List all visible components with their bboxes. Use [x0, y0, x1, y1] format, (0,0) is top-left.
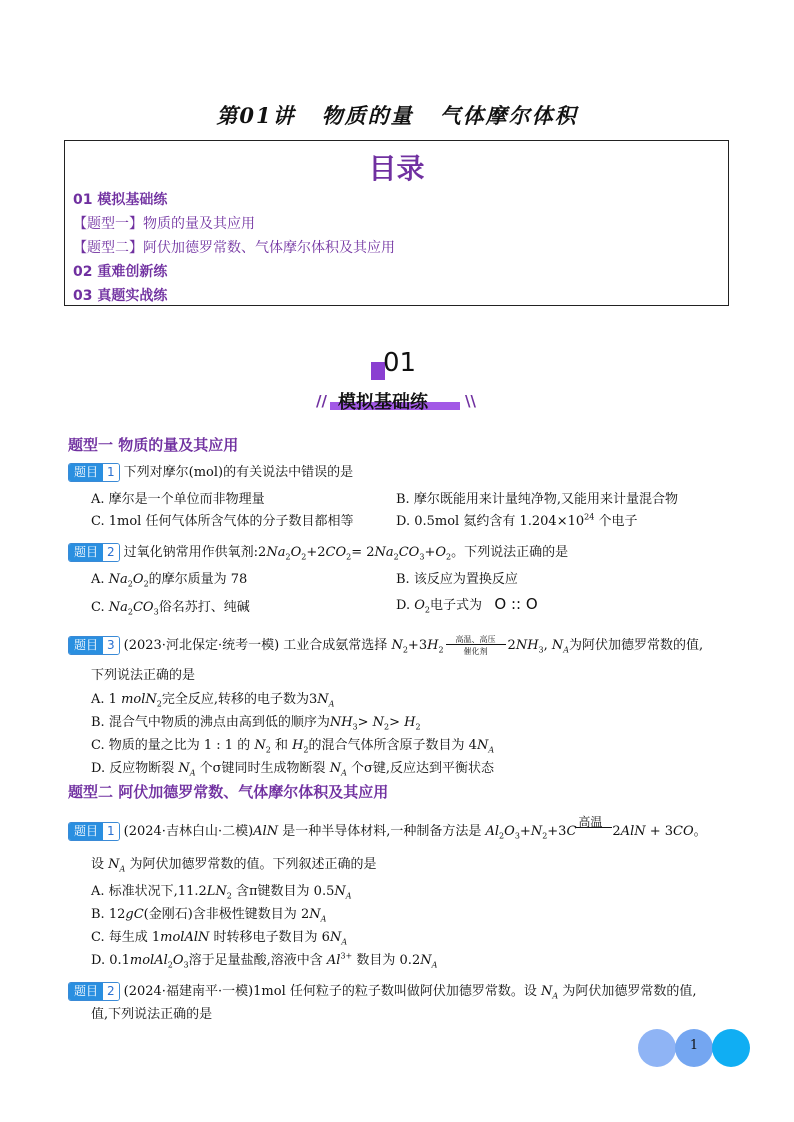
type-heading: 题型一 物质的量及其应用 [68, 436, 239, 454]
question-stem: 题目 1 下列对摩尔(mol)的有关说法中错误的是 [68, 461, 353, 482]
question-stem: 题目 3 (2023·河北保定·统考一模) 工业合成氨常选择 $N_2+3H_2$高温、高压 催化剂 $2NH_3$, $N_A$为阿伏加德罗常数的值, [68, 634, 703, 656]
toc-item[interactable]: 03 真题实战练 [73, 288, 168, 304]
option-b: B. 摩尔既能用来计量纯净物,又能用来计量混合物 [396, 492, 678, 507]
toc-item[interactable]: 01 模拟基础练 [73, 192, 168, 208]
question-tag: 题目 1 [68, 822, 120, 841]
question-stem-cont: 设 $N_A$ 为阿伏加德罗常数的值。下列叙述正确的是 [91, 857, 377, 874]
question-tag: 题目 2 [68, 543, 120, 562]
option-b: B. 混合气中物质的沸点由高到低的顺序为$NH_3> N_2> H_2$ [91, 715, 421, 732]
page-indicator [638, 1029, 753, 1067]
question-tag: 题目 3 [68, 636, 120, 655]
toc-item[interactable]: 02 重难创新练 [73, 264, 168, 280]
option-a: A. 摩尔是一个单位而非物理量 [91, 492, 265, 507]
page-circle [638, 1029, 676, 1067]
question-tag: 题目 1 [68, 463, 120, 482]
option-c: C. 每生成 1molAlN 时转移电子数目为 $6N_A$ [91, 930, 348, 947]
page-circle [712, 1029, 750, 1067]
page-title: 第01讲 物质的量 气体摩尔体积 [216, 103, 578, 128]
option-d: D. 反应物断裂 $N_A$ 个σ键同时生成物断裂 $N_A$ 个σ键,反应达到平衡状态 [91, 761, 494, 778]
option-b: B. 该反应为置换反应 [396, 572, 518, 587]
option-c: C. 1mol 任何气体所含气体的分子数目都相等 [91, 514, 354, 529]
question-stem: 题目 1 (2024·吉林白山·二模)AlN 是一种半导体材料,一种制备方法是 $Al_2O_3+N_2+3C$ 高温 2AlN + 3CO。 [68, 820, 707, 841]
question-stem-cont: 值,下列说法正确的是 [91, 1007, 213, 1022]
section-number-badge [371, 350, 431, 380]
toc-heading: 目录 [368, 152, 425, 185]
table-of-contents [64, 140, 729, 306]
option-b: B. 12gC(金刚石)含非极性键数目为 $2N_A$ [91, 907, 327, 924]
question-tag: 题目 2 [68, 982, 120, 1001]
section-title: 模拟基础练 [338, 392, 428, 413]
option-c: C. $Na_2CO_3$俗名苏打、纯碱 [91, 600, 250, 617]
question-stem: 题目 2 过氧化钠常用作供氧剂$:2Na_2O_2+2CO_2= 2Na_2CO_3+O_2$。下列说法正确的是 [68, 541, 568, 562]
banner-slash-right: \\ [465, 392, 476, 410]
section-banner [316, 388, 476, 414]
option-d: D. $O_2$电子式为 O :: O [396, 595, 538, 615]
banner-slash-left: // [316, 392, 327, 410]
option-a: A. $Na_2O_2$的摩尔质量为 78 [91, 572, 248, 589]
option-d: D. 0.5mol 氦约含有 $1.204\times 10^{24}$ 个电子 [396, 512, 638, 529]
option-a: A. 1 molN$_2$完全反应,转移的电子数为$3N_A$ [91, 692, 335, 709]
option-a: A. 标准状况下$,11.2LN_2$ 含π键数目为 $0.5N_A$ [91, 884, 352, 901]
question-stem-cont: 下列说法正确的是 [91, 668, 196, 683]
reaction-condition: 高温 [576, 825, 612, 841]
option-c: C. 物质的量之比为 1 : 1 的 $N_2$ 和 $H_2$的混合气体所含原子数目为 $4N_A$ [91, 738, 495, 755]
question-stem: 题目 2 (2024·福建南平·一模)1mol 任何粒子的粒子数叫做阿伏加德罗常数。设 $N_A$ 为阿伏加德罗常数的值, [68, 980, 696, 1001]
toc-item[interactable]: 【题型二】阿伏加德罗常数、气体摩尔体积及其应用 [73, 240, 395, 256]
page-number: 1 [689, 1038, 699, 1053]
section-number: 01 [383, 348, 417, 378]
option-d: D. $0.1molAl_2O_3$溶于足量盐酸,溶液中含 $Al^{3+}$ 数目为 $0.2N_A$ [91, 951, 438, 970]
reaction-condition: 高温、高压 催化剂 [446, 635, 506, 656]
toc-item[interactable]: 【题型一】物质的量及其应用 [73, 216, 255, 232]
type-heading: 题型二 阿伏加德罗常数、气体摩尔体积及其应用 [68, 783, 389, 801]
